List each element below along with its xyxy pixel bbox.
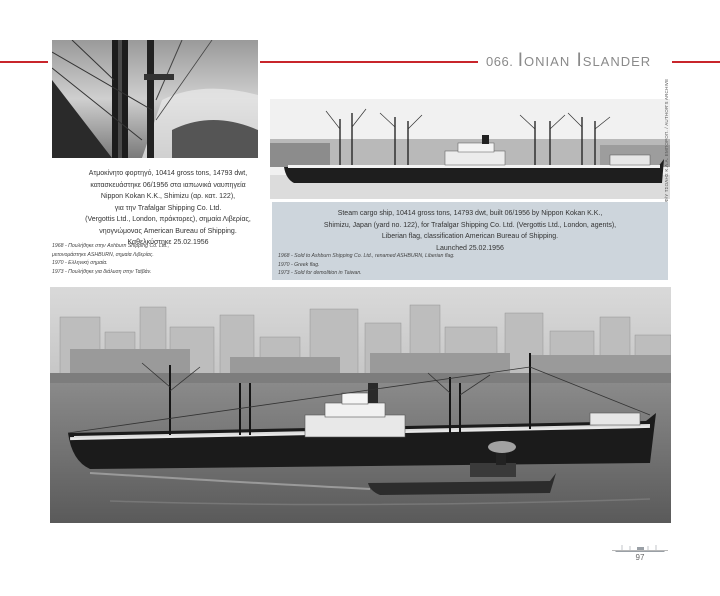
header-rule-right: [672, 61, 720, 63]
greek-caption-line: νηογνώμονας American Bureau of Shipping.: [99, 227, 237, 235]
english-history-entry: 1973 - Sold for demolition in Taiwan.: [278, 270, 362, 276]
ship-silhouette-icon: [612, 540, 668, 549]
greek-history-entry: 1968 - Πουλήθηκε στην Ashburn Shipping Co. Ltd.,: [52, 243, 170, 249]
page-title: [486, 50, 651, 72]
english-history-entry: 1970 - Greek flag.: [278, 261, 320, 268]
greek-caption-line: κατασκευάστηκε 06/1956 στα ιαπωνικά ναυπηγεία: [90, 181, 246, 189]
footer-rule: [612, 550, 668, 551]
page-number: 97: [635, 553, 645, 562]
greek-history-entry: 1970 - Ελληνική σημαία.: [52, 260, 108, 266]
greek-caption-line: (Vergottis Ltd., London, πράκτορες), σημαία Λιβερίας,: [85, 216, 251, 223]
photo-ship-profile: [270, 99, 670, 199]
english-caption: [292, 208, 648, 254]
greek-caption: [68, 168, 268, 249]
greek-history: [52, 242, 252, 276]
header-rule-left: [0, 61, 48, 63]
english-caption-line: Shimizu, Japan (yard no. 122), for Trafalgar Shipping Co. Ltd. (Vergottis Ltd., London, agents),: [323, 221, 617, 229]
greek-history-entry: 1973 - Πουλήθηκε για διάλυση στην Ταϊβάν.: [52, 268, 152, 275]
greek-caption-line: Nippon Kokan K.K., Shimizu (αρ. κατ. 122),: [100, 193, 236, 200]
english-caption-box: [272, 202, 668, 280]
greek-history-entry: μετονομάστηκε ASHBURN, σημαία Λιβερίας.: [52, 251, 154, 258]
greek-caption-line: Ατμοκίνητο φορτηγό, 10414 gross tons, 14793 dwt,: [88, 170, 248, 177]
english-history-entry: 1968 - Sold to Ashburn Shipping Co. Ltd., renamed ASHBURN, Liberian flag.: [278, 253, 455, 259]
photo-credit: Φ/Υ ΤΣΟΛΗΣ Κ.Λ.Α. ΕΜΠΟΡΟΠ. / AUTHOR'S ARCHIVE: [664, 78, 669, 202]
title-number: 066.: [486, 54, 514, 69]
header-rule-middle: [260, 61, 478, 63]
title-ship-name: Ionian Islander: [517, 50, 652, 71]
photo-ship-with-tug: [50, 287, 671, 523]
english-caption-line: Steam cargo ship, 10414 gross tons, 14793 dwt, built 06/1956 by Nippon Kokan K.K.,: [337, 210, 603, 217]
photo-deck-storm: [52, 40, 258, 158]
greek-caption-line: για την Trafalgar Shipping Co. Ltd.: [114, 204, 222, 212]
english-caption-line: Launched 25.02.1956: [436, 244, 504, 252]
english-caption-line: Liberian flag, classification American Bureau of Shipping.: [381, 233, 559, 240]
english-history: [278, 252, 658, 278]
greek-caption-line: Καθελκύστηκε 25.02.1956: [127, 239, 209, 246]
